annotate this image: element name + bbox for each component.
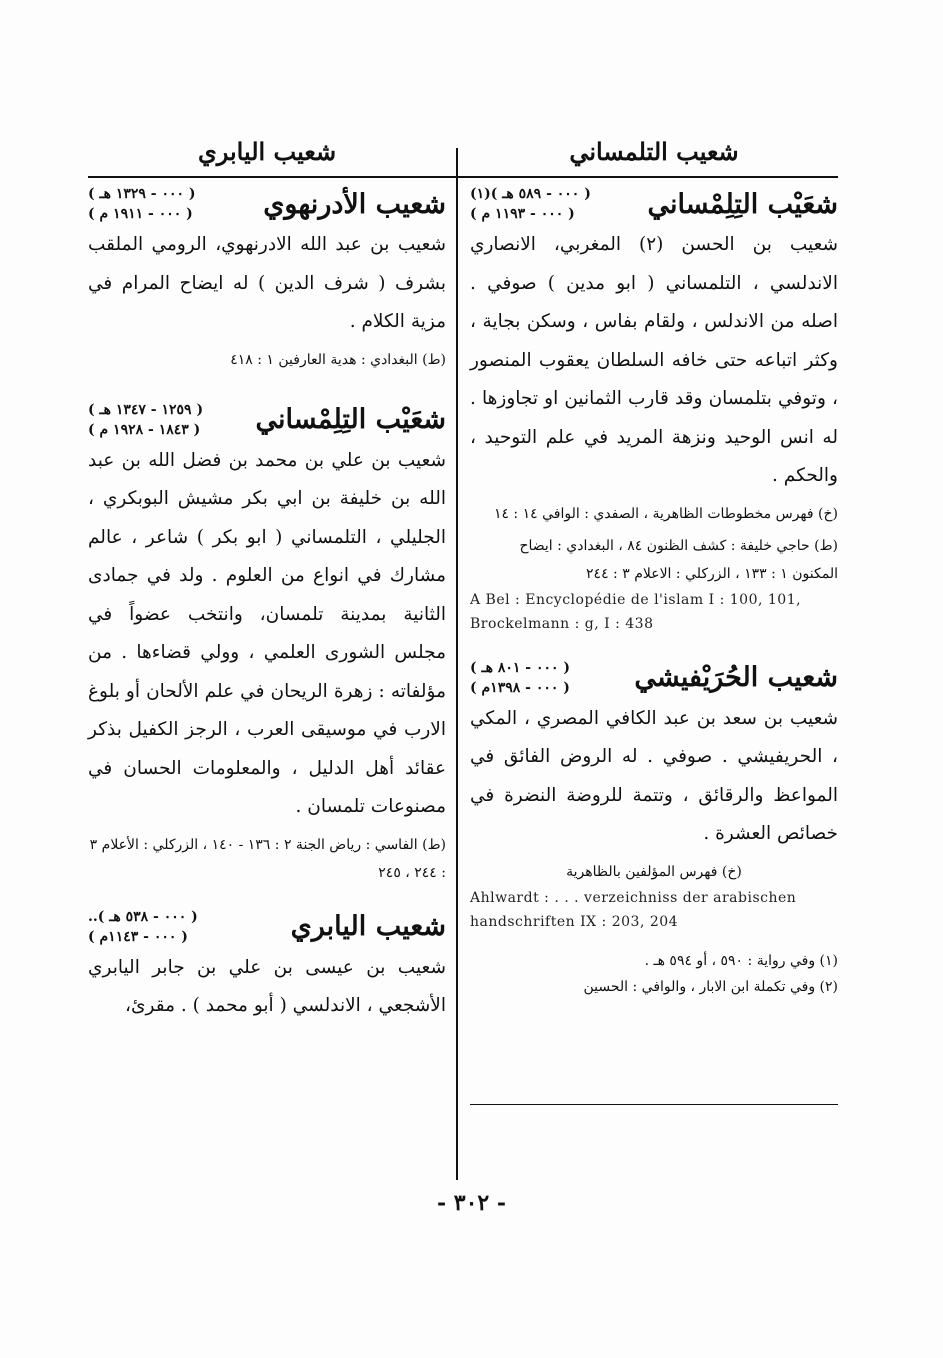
dates-gregorian: ( ٠٠٠ - ١١٩٣ م ) <box>470 206 575 222</box>
entry-biography: شعيب بن سعد بن عبد الكافي المصري ، المكي ، الحريفيشي . صوفي . له الروض الفائق في المواعظ والرقائق ، وتتمة للروضة النضرة في خصائص العشرة . <box>470 707 838 844</box>
dates-gregorian: ( ٠٠٠ - ١٩١١ م ) <box>88 206 193 222</box>
dates-hijri: ( ١٢٥٩ - ١٣٤٧ هـ ) <box>88 401 204 418</box>
dates-hijri: ( ٠٠٠ - ١٣٢٩ هـ ) <box>88 186 196 202</box>
entry-dates <box>470 184 591 224</box>
entry-sources-printed: (ط) البغدادي : هدية العارفين ١ : ٤١٨ <box>230 351 446 368</box>
running-header-left: شعيب اليابري <box>197 137 337 166</box>
entry-dates <box>88 184 196 224</box>
entry-name: شعيب اليابري <box>290 911 446 942</box>
right-column <box>470 130 838 1000</box>
dates-hijri: ( ٠٠٠ - ٨٠١ هـ ) <box>470 659 571 676</box>
entry-sources-manuscript: (خ) فهرس المؤلفين بالظاهرية <box>566 863 742 880</box>
left-column <box>88 130 446 1026</box>
entry-shuayb-hurayfishi <box>470 658 838 934</box>
entry-name: شعيب الحُرَيْفيشي <box>634 662 838 693</box>
entry-heading <box>88 184 446 224</box>
entry-sources-latin: Ahlwardt : . . . verzeichniss der arabischen handschriften IX : 203, 204 <box>470 889 797 930</box>
entry-heading <box>470 658 838 698</box>
footnote-2: (٢) وفي تكملة ابن الابار ، والوافي : الحسين <box>583 978 838 995</box>
page-number: - ٣٠٢ - <box>436 1190 507 1216</box>
entry-dates <box>88 400 203 440</box>
entry-biography: شعيب بن عيسى بن علي بن جابر اليابري الأشجعي ، الاندلسي ( أبو محمد ) . مقرئ، <box>88 956 446 1016</box>
column-divider <box>456 148 458 1180</box>
footnotes <box>470 948 838 1000</box>
dates-hijri: ( ٠٠٠ - ٥٨٩ هـ )(١) <box>470 186 591 202</box>
running-header-right: شعيب التلمساني <box>569 137 739 166</box>
footnote-1: (١) وفي رواية : ٥٩٠ ، أو ٥٩٤ هـ . <box>644 952 838 969</box>
dates-gregorian: ( ٠٠٠ - ١١٤٣م ) <box>88 928 188 945</box>
entry-biography: شعيب بن الحسن (٢) المغربي، الانصاري الاندلسي ، التلمساني ( ابو مدين ) صوفي . اصله من الاندلس ، ولقام بفاس ، وسكن بجاية ، وكثر اتباعه حتى خافه السلطان يعقوب المنصور ، وتوفي بتلمسان وقد قارب الثمانين او تجاوزها . له انس الوحيد ونزهة المريد في علم التوحيد ، والحكم . <box>470 234 838 486</box>
entry-sources-printed: (ط) حاجي خليفة : كشف الظنون ٨٤ ، البغدادي : ايضاح المكنون ١ : ١٣٣ ، الزركلي : الاعلام ٣ : ٢٤٤ <box>519 537 838 582</box>
entry-name: شعَيْب التِلِمْساني <box>647 188 838 220</box>
entry-sources-manuscript: (خ) فهرس مخطوطات الظاهرية ، الصفدي : الوافي ١٤ : ١٤ <box>493 505 838 522</box>
entry-heading <box>470 184 838 224</box>
dates-gregorian: ( ٠٠٠ - ١٣٩٨م ) <box>470 679 570 696</box>
entry-shuayb-tilimsani-abu-madyan <box>470 184 838 636</box>
footnote-rule <box>470 1104 838 1105</box>
dates-hijri: ( ٠٠٠ - ٥٣٨ هـ ).. <box>88 908 198 925</box>
dates-gregorian: ( ١٨٤٣ - ١٩٢٨ م ) <box>88 421 201 438</box>
entry-shuayb-tilimsani-jalili <box>88 400 446 887</box>
entry-biography: شعيب بن علي بن محمد بن فضل الله بن عبد الله بن خليفة بن ابي بكر مشيش البوبكري ، الجليلي ، التلمساني ( ابو بكر ) شاعر ، عالم مشارك في انواع من العلوم . ولد في جمادى الثانية بمدينة تلمسان، وانتخب عضواً في مجلس الشورى العلمي ، وولي قضاءها . من مؤلفاته : زهرة الريحان في علم الألحان أو بلوغ الارب في موسيقى العرب ، الرجز الكفيل بذكر عقائد أهل الدليل ، والمعلومات الحسان في مصنوعات تلمسان . <box>88 449 446 817</box>
entry-heading <box>88 400 446 440</box>
entry-dates <box>88 907 198 947</box>
entry-sources-latin: A Bel : Encyclopédie de l'islam I : 100, 101, Brockelmann : g, I : 438 <box>470 591 802 632</box>
entry-name: شعَيْب التِلِمْساني <box>255 404 446 435</box>
entry-shuayb-yabiri <box>88 907 446 1026</box>
entry-sources-printed: (ط) الفاسي : رياض الجنة ٢ : ١٣٦ - ١٤٠ ، الزركلي : الأعلام ٣ : ٢٤٤ ، ٢٤٥ <box>89 836 446 881</box>
entry-biography: شعيب بن عبد الله الادرنهوي، الرومي الملقب بشرف ( شرف الدين ) له ايضاح المرام في مزية الكلام . <box>88 234 446 332</box>
entry-shuayb-adranawi <box>88 184 446 374</box>
entry-heading <box>88 907 446 947</box>
entry-name: شعيب الأدرنهوي <box>263 188 446 220</box>
entry-dates <box>470 658 570 698</box>
